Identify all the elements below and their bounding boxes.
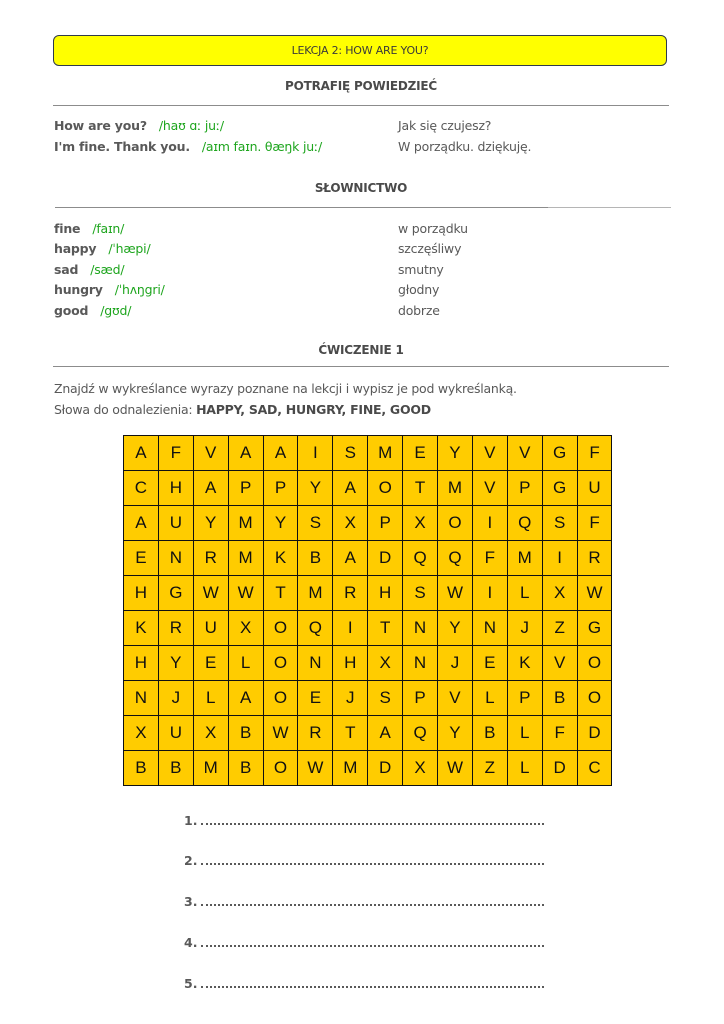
grid-cell[interactable]: A xyxy=(124,436,159,471)
phrase-row-1 xyxy=(54,118,224,134)
grid-cell[interactable]: N xyxy=(403,611,438,646)
answer-line-1[interactable] xyxy=(184,813,544,828)
grid-cell[interactable]: M xyxy=(508,541,543,576)
vocabulary-divider xyxy=(55,207,548,208)
phrase-ipa: /haʊ ɑː juː/ xyxy=(158,118,224,133)
vocab-polish-fine: w porządku xyxy=(398,221,468,236)
vocab-row-good xyxy=(54,303,131,319)
grid-cell[interactable]: X xyxy=(333,506,368,541)
grid-cell[interactable]: G xyxy=(159,576,194,611)
grid-cell[interactable]: H xyxy=(333,646,368,681)
grid-cell[interactable]: W xyxy=(438,751,473,786)
grid-cell[interactable]: J xyxy=(159,681,194,716)
grid-cell[interactable]: E xyxy=(473,646,508,681)
grid-cell[interactable]: V xyxy=(473,471,508,506)
grid-cell[interactable]: A xyxy=(124,506,159,541)
lesson-title: LEKCJA 2: HOW ARE YOU? xyxy=(291,44,429,57)
answer-line-2[interactable] xyxy=(184,853,544,868)
grid-cell[interactable]: C xyxy=(578,751,613,786)
grid-cell[interactable]: F xyxy=(578,436,613,471)
grid-cell[interactable]: I xyxy=(333,611,368,646)
grid-cell[interactable]: W xyxy=(438,576,473,611)
vocabulary-heading: SŁOWNICTWO xyxy=(314,181,408,195)
grid-cell[interactable]: H xyxy=(368,576,403,611)
grid-cell[interactable]: A xyxy=(229,436,264,471)
grid-cell[interactable]: I xyxy=(473,506,508,541)
grid-cell[interactable]: V xyxy=(473,436,508,471)
grid-cell[interactable]: Z xyxy=(543,611,578,646)
phrase-ipa: /aɪm faɪn. θæŋk juː/ xyxy=(201,139,322,154)
grid-cell[interactable]: H xyxy=(124,646,159,681)
grid-cell[interactable]: X xyxy=(403,751,438,786)
vocab-row-fine xyxy=(54,221,124,237)
grid-cell[interactable]: P xyxy=(229,471,264,506)
grid-cell[interactable]: H xyxy=(124,576,159,611)
vocab-ipa: /ˈhʌŋgri/ xyxy=(114,282,165,297)
grid-cell[interactable]: N xyxy=(473,611,508,646)
vocab-row-happy xyxy=(54,241,150,257)
grid-cell[interactable]: S xyxy=(403,576,438,611)
grid-cell[interactable]: Y xyxy=(159,646,194,681)
grid-cell[interactable]: B xyxy=(159,751,194,786)
grid-cell[interactable]: W xyxy=(298,751,333,786)
answer-number: 5. xyxy=(184,976,198,991)
answer-number: 4. xyxy=(184,935,198,950)
grid-cell[interactable]: L xyxy=(508,716,543,751)
grid-cell[interactable]: N xyxy=(298,646,333,681)
grid-cell[interactable]: B xyxy=(124,751,159,786)
grid-cell[interactable]: Y xyxy=(438,436,473,471)
vocab-row-hungry xyxy=(54,282,165,298)
grid-cell[interactable]: B xyxy=(229,716,264,751)
grid-cell[interactable]: O xyxy=(264,751,299,786)
grid-cell[interactable]: O xyxy=(264,681,299,716)
grid-cell[interactable]: G xyxy=(543,436,578,471)
grid-cell[interactable]: H xyxy=(159,471,194,506)
grid-cell[interactable]: B xyxy=(298,541,333,576)
exercise-heading: ĆWICZENIE 1 xyxy=(318,343,404,357)
grid-cell[interactable]: Y xyxy=(438,611,473,646)
grid-cell[interactable]: N xyxy=(403,646,438,681)
grid-cell[interactable]: V xyxy=(194,436,229,471)
grid-cell[interactable]: Q xyxy=(438,541,473,576)
grid-cell[interactable]: V xyxy=(543,646,578,681)
grid-cell[interactable]: R xyxy=(333,576,368,611)
vocabulary-divider-extension xyxy=(548,207,671,208)
grid-cell[interactable]: U xyxy=(194,611,229,646)
grid-cell[interactable]: B xyxy=(543,681,578,716)
grid-cell[interactable]: R xyxy=(194,541,229,576)
grid-cell[interactable]: Y xyxy=(298,471,333,506)
grid-cell[interactable]: I xyxy=(473,576,508,611)
grid-cell[interactable]: G xyxy=(578,611,613,646)
answer-number: 1. xyxy=(184,813,198,828)
vocab-english: good xyxy=(54,303,89,318)
grid-cell[interactable]: M xyxy=(368,436,403,471)
grid-cell[interactable]: Y xyxy=(194,506,229,541)
grid-cell[interactable]: A xyxy=(333,471,368,506)
grid-cell[interactable]: Q xyxy=(508,506,543,541)
exercise-divider xyxy=(53,366,669,367)
answer-field[interactable] xyxy=(201,813,544,825)
grid-cell[interactable]: P xyxy=(264,471,299,506)
grid-cell[interactable]: U xyxy=(159,506,194,541)
grid-cell[interactable]: A xyxy=(194,471,229,506)
grid-cell[interactable]: P xyxy=(508,681,543,716)
grid-cell[interactable]: O xyxy=(578,681,613,716)
phrases-divider xyxy=(53,105,669,106)
grid-cell[interactable]: K xyxy=(508,646,543,681)
answer-number: 3. xyxy=(184,894,198,909)
grid-cell[interactable]: S xyxy=(368,681,403,716)
grid-cell[interactable]: S xyxy=(543,506,578,541)
grid-cell[interactable]: S xyxy=(298,506,333,541)
grid-cell[interactable]: M xyxy=(438,471,473,506)
answer-line-3[interactable] xyxy=(184,894,544,909)
vocab-ipa: /sæd/ xyxy=(90,262,125,277)
words-to-find xyxy=(54,402,431,417)
grid-cell[interactable]: U xyxy=(159,716,194,751)
grid-cell[interactable]: M xyxy=(229,506,264,541)
vocab-english: fine xyxy=(54,221,81,236)
grid-cell[interactable]: E xyxy=(403,436,438,471)
grid-cell[interactable]: O xyxy=(264,646,299,681)
words-to-find-list: HAPPY, SAD, HUNGRY, FINE, GOOD xyxy=(196,402,431,417)
grid-cell[interactable]: L xyxy=(508,576,543,611)
grid-cell[interactable]: F xyxy=(543,716,578,751)
grid-cell[interactable]: J xyxy=(508,611,543,646)
answer-line-4[interactable] xyxy=(184,935,544,950)
grid-cell[interactable]: N xyxy=(124,681,159,716)
grid-cell[interactable]: T xyxy=(368,611,403,646)
grid-cell[interactable]: X xyxy=(403,506,438,541)
vocab-polish-sad: smutny xyxy=(398,262,444,277)
words-to-find-label: Słowa do odnalezienia: xyxy=(54,402,197,417)
vocab-english: hungry xyxy=(54,282,103,297)
grid-cell[interactable]: Z xyxy=(473,751,508,786)
grid-cell[interactable]: I xyxy=(298,436,333,471)
grid-cell[interactable]: O xyxy=(438,506,473,541)
grid-cell[interactable]: E xyxy=(298,681,333,716)
grid-cell[interactable]: A xyxy=(368,716,403,751)
grid-cell[interactable]: W xyxy=(578,576,613,611)
grid-cell[interactable]: Q xyxy=(403,541,438,576)
grid-cell[interactable]: A xyxy=(229,681,264,716)
grid-cell[interactable]: T xyxy=(333,716,368,751)
vocab-polish-hungry: głodny xyxy=(398,282,440,297)
grid-cell[interactable]: L xyxy=(194,681,229,716)
grid-cell[interactable]: W xyxy=(229,576,264,611)
grid-cell[interactable]: K xyxy=(264,541,299,576)
grid-cell[interactable]: X xyxy=(543,576,578,611)
grid-cell[interactable]: B xyxy=(473,716,508,751)
grid-cell[interactable]: E xyxy=(124,541,159,576)
grid-cell[interactable]: E xyxy=(194,646,229,681)
answer-field[interactable] xyxy=(201,935,544,947)
grid-cell[interactable]: W xyxy=(264,716,299,751)
phrase-row-2 xyxy=(54,139,322,155)
grid-cell[interactable]: D xyxy=(578,716,613,751)
grid-cell[interactable]: V xyxy=(438,681,473,716)
grid-cell[interactable]: P xyxy=(368,506,403,541)
grid-cell[interactable]: N xyxy=(159,541,194,576)
grid-cell[interactable]: L xyxy=(508,751,543,786)
grid-cell[interactable]: P xyxy=(403,681,438,716)
grid-cell[interactable]: J xyxy=(438,646,473,681)
grid-cell[interactable]: P xyxy=(508,471,543,506)
grid-cell[interactable]: U xyxy=(578,471,613,506)
grid-cell[interactable]: S xyxy=(333,436,368,471)
vocab-ipa: /gʊd/ xyxy=(100,303,132,318)
answer-field[interactable] xyxy=(201,976,544,988)
grid-cell[interactable]: F xyxy=(159,436,194,471)
grid-cell[interactable]: W xyxy=(194,576,229,611)
grid-cell[interactable]: D xyxy=(368,541,403,576)
grid-cell[interactable]: O xyxy=(368,471,403,506)
answer-field[interactable] xyxy=(201,894,544,906)
grid-cell[interactable]: G xyxy=(543,471,578,506)
grid-cell[interactable]: O xyxy=(264,611,299,646)
grid-cell[interactable]: A xyxy=(333,541,368,576)
grid-cell[interactable]: M xyxy=(298,576,333,611)
grid-cell[interactable]: D xyxy=(543,751,578,786)
grid-cell[interactable]: F xyxy=(473,541,508,576)
grid-cell[interactable]: J xyxy=(333,681,368,716)
grid-cell[interactable]: R xyxy=(159,611,194,646)
grid-cell[interactable]: R xyxy=(578,541,613,576)
grid-cell[interactable]: F xyxy=(578,506,613,541)
grid-cell[interactable]: L xyxy=(229,646,264,681)
grid-cell[interactable]: B xyxy=(229,751,264,786)
grid-cell[interactable]: T xyxy=(403,471,438,506)
grid-cell[interactable]: X xyxy=(368,646,403,681)
vocab-ipa: /ˈhæpi/ xyxy=(108,241,151,256)
answer-number: 2. xyxy=(184,853,198,868)
grid-cell[interactable]: X xyxy=(124,716,159,751)
vocab-polish-happy: szczęśliwy xyxy=(398,241,462,256)
phrases-heading: POTRAFIĘ POWIEDZIEĆ xyxy=(285,79,437,93)
grid-cell[interactable]: I xyxy=(543,541,578,576)
grid-cell[interactable]: L xyxy=(473,681,508,716)
word-search-grid[interactable] xyxy=(123,435,612,786)
phrase-english: I'm fine. Thank you. xyxy=(54,139,190,154)
grid-cell[interactable]: M xyxy=(229,541,264,576)
grid-cell[interactable]: V xyxy=(508,436,543,471)
grid-cell[interactable]: T xyxy=(264,576,299,611)
grid-cell[interactable]: D xyxy=(368,751,403,786)
vocab-polish-good: dobrze xyxy=(398,303,440,318)
grid-cell[interactable]: Q xyxy=(403,716,438,751)
exercise-instruction: Znajdź w wykreślance wyrazy poznane na lekcji i wypisz je pod wykreślanką. xyxy=(54,381,517,396)
vocab-ipa: /faɪn/ xyxy=(92,221,125,236)
lesson-title-banner xyxy=(53,35,667,66)
grid-cell[interactable]: O xyxy=(578,646,613,681)
vocab-english: happy xyxy=(54,241,97,256)
grid-cell[interactable]: Q xyxy=(298,611,333,646)
grid-cell[interactable]: Y xyxy=(438,716,473,751)
grid-cell[interactable]: X xyxy=(194,716,229,751)
answer-line-5[interactable] xyxy=(184,976,544,991)
phrase-polish-1: Jak się czujesz? xyxy=(398,118,492,133)
phrase-english: How are you? xyxy=(54,118,147,133)
vocab-english: sad xyxy=(54,262,79,277)
answer-field[interactable] xyxy=(201,853,544,865)
grid-cell[interactable]: C xyxy=(124,471,159,506)
grid-cell[interactable]: M xyxy=(194,751,229,786)
grid-cell[interactable]: Y xyxy=(264,506,299,541)
grid-cell[interactable]: R xyxy=(298,716,333,751)
phrase-polish-2: W porządku. dziękuję. xyxy=(398,139,532,154)
grid-cell[interactable]: X xyxy=(229,611,264,646)
vocab-row-sad xyxy=(54,262,124,278)
grid-cell[interactable]: A xyxy=(264,436,299,471)
grid-cell[interactable]: K xyxy=(124,611,159,646)
grid-cell[interactable]: M xyxy=(333,751,368,786)
